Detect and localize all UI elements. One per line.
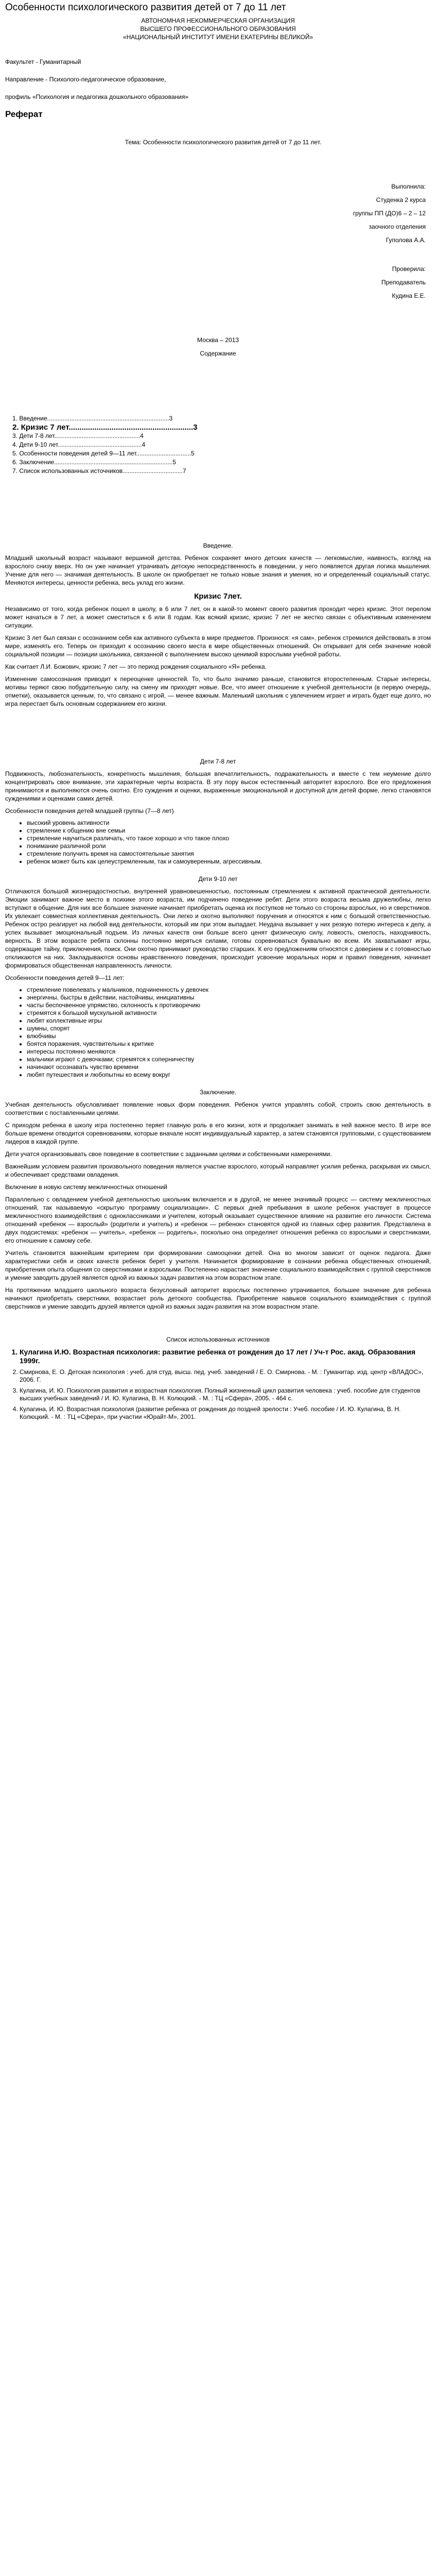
referat-label: Реферат — [5, 109, 43, 119]
conclusion-paragraph-7: Учитель становится важнейшим критерием при формировании самооценки детей. Она во многом зависит от оценок педагога. Даже характеристики себя и своих качеств ребенок берет у учителя. Начинается формирование в сознании ребенка общественных отношений, приобретения опыта общения со сверстниками и взрослыми. Постепенно нарастает значение социального взаимодействия с группой сверстников и умение заводить друзей является одной из важных задач развития на этом возрастном этапе. — [5, 1249, 431, 1281]
source-item: 2. Смирнова, Е. О. Детская психология : учеб. для студ. высш. пед. учеб. заведений / Е. О. Смирнова. - М. : Гуманитар. изд. центр «ВЛАДОС», 2006. Г. — [20, 1368, 431, 1384]
org-line-2: ВЫСШЕГО ПРОФЕССИОНАЛЬНОГО ОБРАЗОВАНИЯ — [140, 25, 296, 32]
conclusion-paragraph-5: Включение в новую систему межличностных отношений — [5, 1183, 167, 1191]
source-item: 1. Кулагина И.Ю. Возрастная психология: развитие ребенка от рождения до 17 лет / Уч-т Рос. акад. Образования 1999г. — [20, 1348, 431, 1365]
list-item: • ребенок может быть как целеустремленным, так и самоуверенным, агрессивным. — [27, 858, 431, 866]
list-item: • энергичны, быстры в действии, настойчивы, инициативны — [27, 994, 431, 1002]
age-7-8-paragraph-1: Подвижность, любознательность, конкретность мышления, большая впечатлительность, подражательность и вместе с тем неумение долго концентрировать свое внимание, эти характерные черты возраста. В эту пору высок естественный авторитет взрослого. Все его предложения принимаются и выполняются очень охотно. Его суждения и оценки, выраженные эмоциональной и доступной для детей форме, легко становятся суждениями и оценками самих детей. — [5, 770, 431, 802]
list-item: • боятся поражения, чувствительны к критике — [27, 1040, 431, 1048]
list-item: • часты беспочвенное упрямство, склонность к противоречию — [27, 1002, 431, 1009]
toc-item[interactable]: 1. Введение.......................................................................3 — [12, 415, 173, 422]
source-item: 4. Кулагина, И. Ю. Возрастная психология (развитие ребенка от рождения до поздней зрелости : Учеб. пособие / И. Ю. Кулагина, В. Н. Колюцкий. - М. : ТЦ «Сфера», при участии «Юрайт-М», 2001. — [20, 1405, 431, 1421]
age-7-8-heading: Дети 7-8 лет — [200, 758, 236, 765]
checker-label: Проверила: — [392, 265, 426, 273]
performer-line-1: Студенка 2 курса — [376, 196, 426, 204]
performer-line-2: группы ПП (ДО)6 – 2 – 12 — [353, 210, 426, 217]
list-item: • стремление получить время на самостоятельные занятия — [27, 850, 431, 858]
conclusion-heading: Заключение. — [199, 1089, 237, 1096]
list-item: • шумны, спорят — [27, 1025, 431, 1032]
age-9-10-heading: Дети 9-10 лет — [198, 875, 238, 883]
crisis-paragraph-4: Изменение самосознания приводит к переоценке ценностей. То, что было значимо раньше, становится второстепенным. Старые интересы, мотивы теряют свою побудительную силу, на смену им приходят новые. Все, что имеет отношение к учебной деятельности (в первую очередь, отметки), оказывается ценным, то, что связано с игрой, — менее важным. Маленький школьник с увлечением играет и играть будет еще долго, но игра перестает быть основным содержанием его жизни. — [5, 675, 431, 707]
performer-block — [5, 182, 431, 244]
list-item: • стремятся к большой мускульной активности — [27, 1009, 431, 1017]
age-7-8-list — [5, 819, 431, 866]
list-item: • мальчики играют с девочками; стремятся к соперничеству — [27, 1056, 431, 1063]
toc-item[interactable]: 7. Список использованных источников...................................7 — [12, 467, 186, 474]
crisis-paragraph-1: Независимо от того, когда ребенок пошел в школу, в 6 или 7 лет, он в какой-то момент своего развития проходит через кризис. Этот перелом может начаться в 7 лет, а может сместиться к 6 или 8 годам. Как всякий кризис, кризис 7 лет не жестко связан с объективным изменением ситуации. — [5, 605, 431, 629]
document-title: Особенности психологического развития детей от 7 до 11 лет — [5, 2, 286, 13]
checker-block — [5, 265, 431, 300]
checker-name: Кудина Е.Е. — [392, 292, 426, 299]
table-of-contents — [5, 414, 431, 476]
sources-heading: Список использованных источников — [166, 1336, 270, 1343]
org-line-1: АВТОНОМНАЯ НЕКОММЕРЧЕСКАЯ ОРГАНИЗАЦИЯ — [141, 17, 295, 24]
performer-line-3: заочного отделения — [369, 223, 426, 230]
faculty-line: Факультет - Гуманитарный — [5, 58, 81, 65]
crisis-heading: Кризис 7лет. — [194, 592, 242, 601]
conclusion-paragraph-2: С приходом ребенка в школу игра постепенно теряет главную роль в его жизни, хотя и продолжает занимать в ней важное место. В игре все больше времени отводится соревнованиям, которые вначале носят индивидуальный характер, а затем становятся групповыми, с существованием лидеров в каждой группе. — [5, 1122, 431, 1145]
list-item: • стремление к общению вне семьи — [27, 827, 431, 835]
age-9-10-paragraph: Отличаются большой жизнерадостностью, внутренней уравновешенностью, постоянным стремлением к активной практической деятельности. Эмоции занимают важное место в психике этого возраста, им подчинено поведение ребят. Дети этого возраста весьма дружелюбны, легко вступают в общение. Для них все большее значение начинает приобретать оценка их поступков не только со стороны взрослых, но и сверстников. Их увлекает совместная коллективная деятельность. Они легко и охотно выполняют поручения и относятся к ним с большой ответственностью. Ребенок остро реагирует на любой вид деятельности, который им при этом выпадает. Неудача вызывает у них резкую потерю интереса к делу, а успех вызывает эмоциональный подъем. Из личных качеств они больше всего ценят физическую силу, ловкость, смелость, находчивость, верность. В этом возрасте ребята склонны постоянно меряться силами, готовы соревноваться буквально во всем. Их захватывают игры, содержащие тайну, приключения, поиск. Они охотно принимают руководство старших. К его предложениям относятся с доверием и с готовностью откликаются на них. Закладываются основы нравственного поведения, происходит усвоение моральных норм и правил поведения, начинает формироваться общественная направленность личности. — [5, 888, 431, 969]
toc-item[interactable]: 5. Особенности поведения детей 9—11 лет................................5 — [12, 450, 195, 457]
intro-heading: Введение. — [203, 542, 233, 549]
profile-line: профиль «Психология и педагогика дошкольного образования» — [5, 93, 189, 100]
conclusion-paragraph-4: Важнейшим условием развития произвольного поведения является участие взрослого, который направляет усилия ребенка, раскрывая их смысл, и обеспечивает средствами овладения. — [5, 1163, 431, 1178]
behavior-9-11-heading: Особенности поведения детей 9—11 лет: — [5, 974, 125, 981]
org-line-3: «НАЦИОНАЛЬНЫЙ ИНСТИТУТ ИМЕНИ ЕКАТЕРИНЫ ВЕЛИКОЙ» — [123, 33, 313, 41]
list-item: • стремление научиться различать, что такое хорошо и что такое плохо — [27, 835, 431, 842]
conclusion-paragraph-1: Учебная деятельность обусловливает появление новых форм поведения. Ребенок учится управлять собой, строить свою деятельность в соответствии с поставленными целями. — [5, 1101, 431, 1116]
age-7-8-paragraph-2: Особенности поведения детей младшей группы (7—8 лет) — [5, 807, 174, 815]
toc-item[interactable]: 3. Дети 7-8 лет..................................................4 — [12, 432, 144, 439]
behavior-9-11-list — [5, 986, 431, 1079]
list-item: • высокий уровень активности — [27, 819, 431, 827]
list-item: • интересы постоянно меняются — [27, 1048, 431, 1056]
crisis-paragraph-2: Кризис 3 лет был связан с осознанием себя как активного субъекта в мире предметов. Произнося: «я сам», ребенок стремился действовать в этом мире, изменять его. Теперь он приходит к осознанию своего места в мире общественных отношений. Он открывает для себя значение новой социальной позиции — позиции школьника, связанной с выполнением высоко ценимой взрослыми учебной работы. — [5, 634, 431, 658]
intro-paragraph: Младший школьный возраст называют вершиной детства. Ребенок сохраняет много детских качеств — легкомыслие, наивность, взгляд на взрослого снизу вверх. Но он уже начинает утрачивать детскую непосредственность в поведении, у него появляется другая логика мышления. Учение для него — значимая деятельность. В школе он приобретает не только новые знания и умения, но и определенный социальный статус. Меняются интересы, ценности ребенка, весь уклад его жизни. — [5, 554, 431, 586]
performer-label: Выполнила: — [391, 183, 426, 190]
topic-line: Тема: Особенности психологического развития детей от 7 до 11 лет. — [125, 139, 322, 146]
crisis-paragraph-3: Как считает Л.И. Божович, кризис 7 лет — это период рождения социального «Я» ребенка. — [5, 663, 267, 670]
list-item: • стремление повелевать у мальчиков, подчиненность у девочек — [27, 986, 431, 994]
direction-line: Направление - Психолого-педагогическое образование, — [5, 76, 166, 83]
list-item: • понимание различной роли — [27, 842, 431, 850]
conclusion-paragraph-6: Параллельно с овладением учебной деятельностью школьник включается и в другой, не менее значимый процесс — систему межличностных отношений, так называемую «скрытую программу социализации». С первых дней пребывания в школе ребенок участвует в процессе межличностного взаимодействия с одноклассниками и учителем, который оказывает существенное влияние на развитие его личности. Система отношений «ребенок — взрослый» (родители и учитель) и «ребенок — ребенок» становятся одной из главных сфер развития. Представлена в двух подсистемах: «ребенок — учитель», «ребенок — родитель», посколько она определяет отношения ребенка со взрослыми и сверстниками, его отношение к самому себе. — [5, 1196, 431, 1244]
list-item: • любят путешествия и любопытны ко всему вокруг — [27, 1071, 431, 1079]
toc-item[interactable]: 2. Кризис 7 лет..........................................................3 — [12, 423, 198, 432]
checker-line-1: Преподаватель — [381, 279, 426, 286]
toc-item[interactable]: 4. Дети 9-10 лет.................................................4 — [12, 441, 146, 448]
performer-name: Гуполова А.А. — [386, 236, 426, 244]
list-item: • любят коллективные игры — [27, 1017, 431, 1025]
conclusion-paragraph-8: На протяжении младшего школьного возраста безусловный авторитет взрослых постепенно утрачивается, большее значение для ребенка начинают приобретать сверстники, возрастает роль детского сообщества. Приобретение навыков социального взаимодействия с группой сверстников и умение заводить друзей является одной из важных задач развития на этом возрастном этапе. — [5, 1286, 431, 1310]
list-item: • влюбчивы — [27, 1032, 431, 1040]
contents-label: Содержание — [200, 350, 236, 357]
sources-list — [5, 1348, 431, 1421]
list-item: • начинают осознавать чувство времени — [27, 1063, 431, 1071]
conclusion-paragraph-3: Дети учатся организовывать свое поведение в соответствии с заданными целями и собственными намерениями. — [5, 1150, 332, 1158]
source-item: 3. Кулагина, И. Ю. Психология развития и возрастная психология. Полный жизненный цикл развития человека : учеб. пособие для студентов высших учебных заведений / И. Ю. Кулагина, В. Н. Колюцкий. - М. : ТЦ «Сфера», 2005. - 464 с. — [20, 1387, 431, 1402]
toc-item[interactable]: 6. Заключение.....................................................................5 — [12, 459, 177, 466]
city-year: Москва – 2013 — [197, 336, 239, 344]
